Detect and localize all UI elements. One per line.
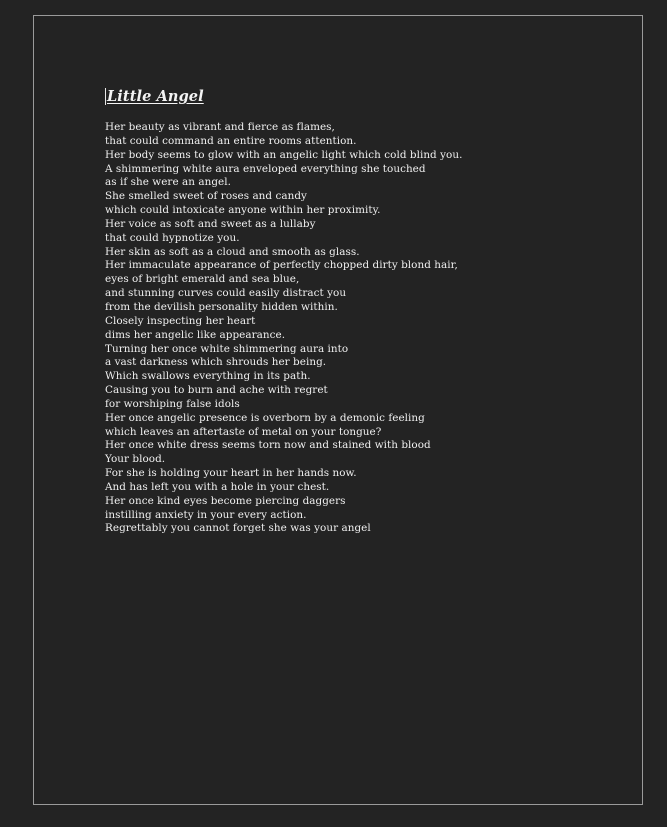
poem-line: instilling anxiety in your every action. [105, 508, 307, 521]
poem-line: that could hypnotize you. [105, 231, 240, 244]
poem-line: Her immaculate appearance of perfectly chopped dirty blond hair, [105, 259, 458, 272]
poem-line: Her once white dress seems torn now and stained with blood [105, 439, 431, 452]
poem-line: Which swallows everything in its path. [105, 370, 311, 383]
poem-line: Her beauty as vibrant and fierce as flames, [105, 121, 335, 133]
poem-line: for worshiping false idols [105, 397, 240, 410]
poem-line: Her body seems to glow with an angelic light which cold blind you. [105, 148, 463, 161]
poem-line: Her once kind eyes become piercing daggers [105, 494, 346, 507]
document-page [33, 15, 643, 805]
poem-line: which leaves an aftertaste of metal on your tongue? [105, 425, 382, 438]
poem-title[interactable]: Little Angel [107, 88, 204, 105]
poem-line: For she is holding your heart in her hands now. [105, 467, 357, 480]
poem-body[interactable] [105, 121, 462, 536]
poem-line: dims her angelic like appearance. [105, 328, 286, 341]
poem-line: that could command an entire rooms attention. [105, 134, 357, 147]
poem-line: Her skin as soft as a cloud and smooth as glass. [105, 245, 360, 258]
poem-line: from the devilish personality hidden within. [105, 300, 338, 313]
poem-line: Turning her once white shimmering aura into [105, 342, 349, 355]
poem-line: and stunning curves could easily distract you [105, 287, 347, 300]
poem-line: Your blood. [105, 453, 166, 466]
poem-line: which could intoxicate anyone within her proximity. [105, 204, 381, 217]
poem-line: Causing you to burn and ache with regret [105, 384, 328, 397]
poem-line: a vast darkness which shrouds her being. [105, 356, 327, 369]
poem-line: And has left you with a hole in your chest. [105, 480, 330, 493]
poem-line: eyes of bright emerald and sea blue, [105, 273, 300, 286]
poem-line: Closely inspecting her heart [105, 314, 256, 327]
poem-line: Her once angelic presence is overborn by a demonic feeling [105, 411, 425, 424]
text-cursor [105, 88, 106, 105]
poem-line: as if she were an angel. [105, 176, 231, 189]
poem-line: Regrettably you cannot forget she was your angel [105, 522, 371, 535]
poem-line: She smelled sweet of roses and candy [105, 190, 307, 203]
poem-line: Her voice as soft and sweet as a lullaby [105, 217, 316, 230]
title-container[interactable] [105, 88, 204, 105]
poem-line: A shimmering white aura enveloped everything she touched [105, 162, 426, 175]
